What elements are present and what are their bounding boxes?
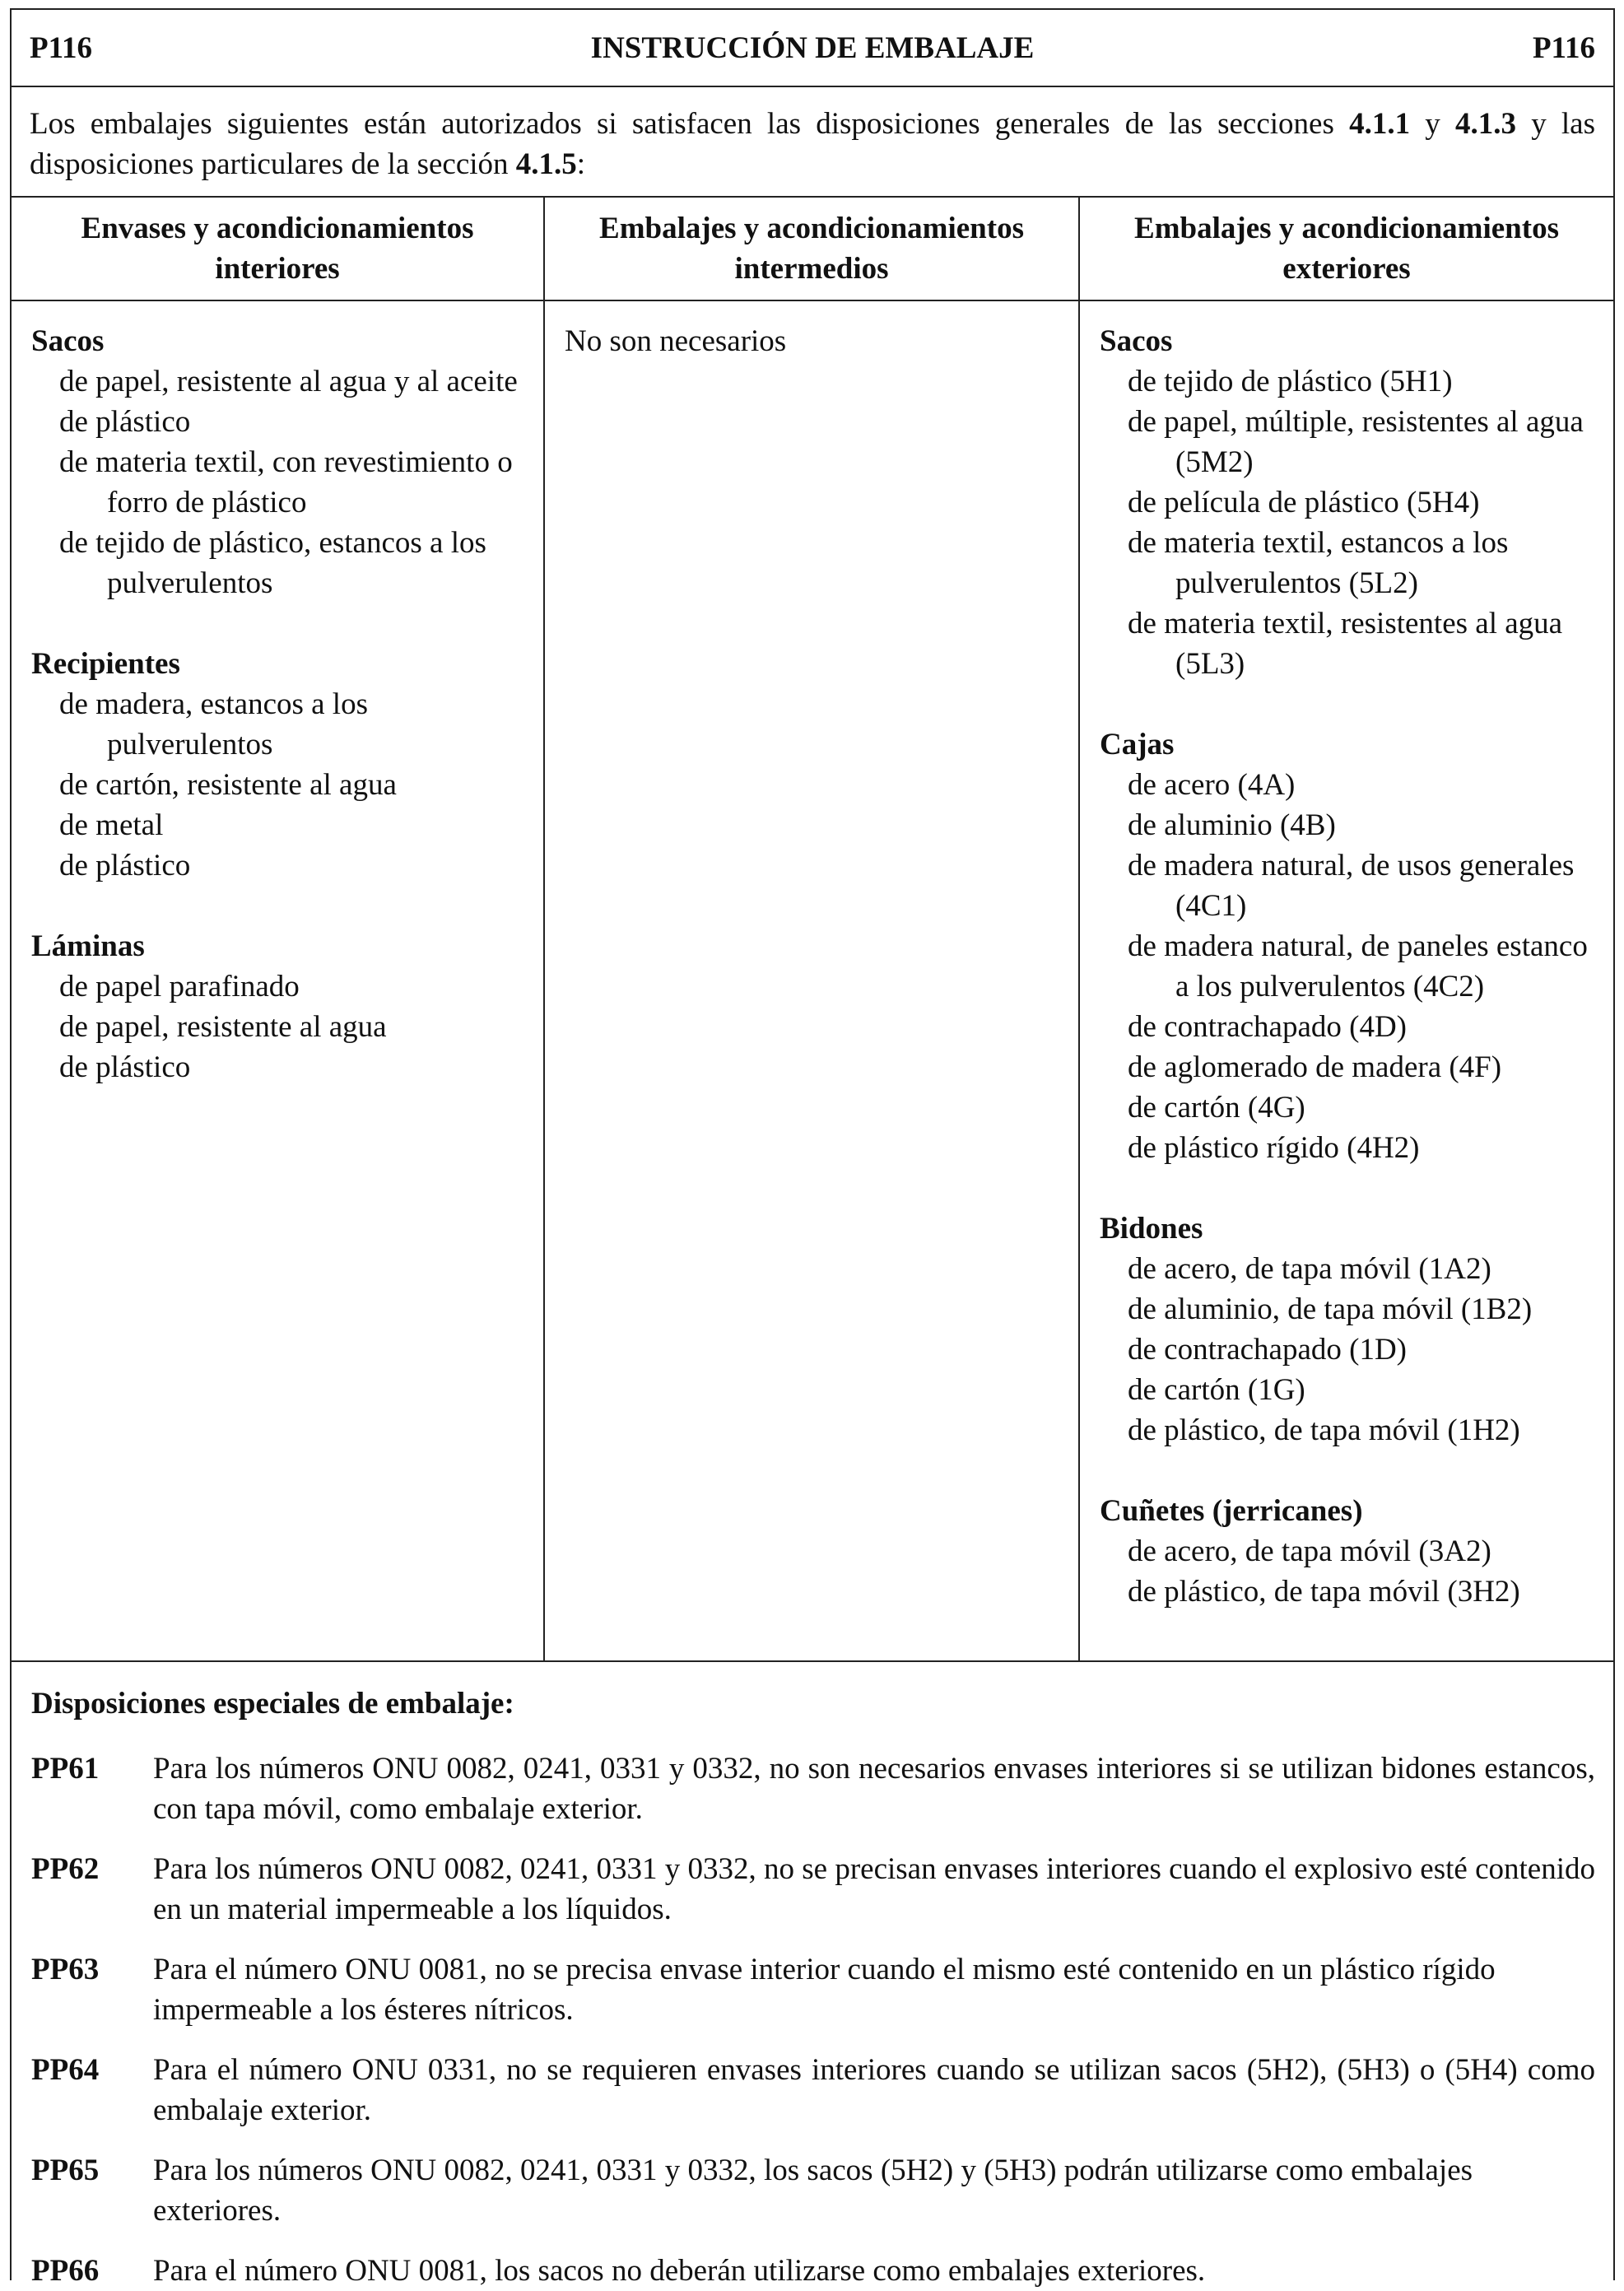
intro-text: y las disposiciones particulares de la sección bbox=[30, 107, 1595, 181]
packaging-group bbox=[1100, 1491, 1598, 1612]
provision-text: Para los números ONU 0082, 0241, 0331 y 0332, no se precisan envases interiores cuando el explosivo esté contenido en un material impermeable a los líquidos. bbox=[153, 1852, 1595, 1926]
group-title: Sacos bbox=[31, 324, 105, 358]
instruction-title: INSTRUCCIÓN DE EMBALAJE bbox=[590, 30, 1035, 65]
packaging-item: de tejido de plástico (5H1) bbox=[1128, 365, 1453, 398]
intermediate-note: No son necesarios bbox=[565, 324, 787, 358]
intro-section-ref: 4.1.5 bbox=[515, 147, 577, 181]
group-title: Cuñetes (jerricanes) bbox=[1100, 1494, 1363, 1528]
provision-code: PP66 bbox=[31, 2254, 100, 2288]
packaging-columns bbox=[12, 198, 1613, 1662]
packaging-item: de cartón, resistente al agua bbox=[59, 768, 397, 802]
packaging-item: de materia textil, estancos a los pulverulentos (5L2) bbox=[1128, 526, 1509, 600]
instruction-code-right: P116 bbox=[1532, 30, 1595, 65]
instruction-code-left: P116 bbox=[30, 30, 93, 65]
packing-instruction-table bbox=[10, 8, 1615, 2288]
packaging-item: de aluminio (4B) bbox=[1128, 808, 1336, 842]
provision-code: PP61 bbox=[31, 1752, 100, 1786]
packaging-group bbox=[1100, 321, 1598, 684]
group-title: Láminas bbox=[31, 929, 145, 963]
packaging-item: de plástico bbox=[59, 405, 191, 439]
packaging-item: de acero, de tapa móvil (1A2) bbox=[1128, 1252, 1491, 1286]
inner-column-heading: Envases y acondicionamientos interiores bbox=[12, 198, 545, 301]
provision-row bbox=[31, 1749, 1595, 1829]
packaging-item: de acero, de tapa móvil (3A2) bbox=[1128, 1534, 1491, 1568]
provision-text: Para el número ONU 0331, no se requieren envases interiores cuando se utilizan sacos (5H2), (5H3) o (5H4) como embalaje exterior. bbox=[153, 2053, 1595, 2127]
packaging-item: de papel, resistente al agua bbox=[59, 1010, 387, 1044]
provision-code: PP63 bbox=[31, 1953, 100, 1986]
intermediate-column-body bbox=[545, 301, 1080, 1662]
provision-text: Para los números ONU 0082, 0241, 0331 y 0332, los sacos (5H2) y (5H3) podrán utilizarse como embalajes exteriores. bbox=[153, 2154, 1473, 2228]
provision-code: PP64 bbox=[31, 2053, 100, 2087]
packaging-group bbox=[31, 321, 528, 603]
packaging-item: de papel parafinado bbox=[59, 970, 300, 1003]
provision-text: Para el número ONU 0081, los sacos no deberán utilizarse como embalajes exteriores. bbox=[153, 2254, 1206, 2288]
group-title: Recipientes bbox=[31, 647, 180, 681]
packaging-group bbox=[31, 926, 528, 1087]
packaging-item: de aglomerado de madera (4F) bbox=[1128, 1050, 1502, 1084]
group-title: Cajas bbox=[1100, 728, 1175, 761]
special-provisions-title: Disposiciones especiales de embalaje: bbox=[31, 1687, 514, 1721]
packaging-item: de papel, múltiple, resistentes al agua (5M2) bbox=[1128, 405, 1584, 479]
outer-column-heading: Embalajes y acondicionamientos exteriores bbox=[1080, 198, 1613, 301]
intermediate-column-heading: Embalajes y acondicionamientos intermedios bbox=[545, 198, 1080, 301]
packaging-item: de plástico rígido (4H2) bbox=[1128, 1131, 1420, 1165]
provision-code: PP65 bbox=[31, 2154, 100, 2187]
intro-text: Los embalajes siguientes están autorizados si satisfacen las disposiciones generales de las secciones bbox=[30, 107, 1350, 141]
packaging-group bbox=[1100, 1208, 1598, 1451]
packaging-item: de aluminio, de tapa móvil (1B2) bbox=[1128, 1292, 1533, 1326]
packaging-item: de madera natural, de paneles estanco a los pulverulentos (4C2) bbox=[1128, 929, 1588, 1003]
provision-code: PP62 bbox=[31, 1852, 100, 1886]
intro-paragraph bbox=[12, 87, 1613, 198]
packaging-group bbox=[31, 644, 528, 886]
packaging-item: de cartón (4G) bbox=[1128, 1091, 1305, 1125]
provision-row bbox=[31, 2050, 1595, 2130]
packaging-item: de contrachapado (1D) bbox=[1128, 1333, 1407, 1367]
packaging-item: de madera, estancos a los pulverulentos bbox=[59, 687, 368, 761]
provision-text: Para los números ONU 0082, 0241, 0331 y 0332, no son necesarios envases interiores si se utilizan bidones estancos, con tapa móvil, como embalaje exterior. bbox=[153, 1752, 1595, 1826]
instruction-header bbox=[12, 10, 1613, 87]
packaging-item: de película de plástico (5H4) bbox=[1128, 486, 1480, 519]
provision-row bbox=[31, 1849, 1595, 1930]
provision-text: Para el número ONU 0081, no se precisa envase interior cuando el mismo esté contenido en un plástico rígido impermeable a los ésteres nítricos. bbox=[153, 1953, 1496, 2027]
intro-section-ref: 4.1.1 bbox=[1349, 107, 1411, 141]
inner-column-body bbox=[12, 301, 545, 1662]
packaging-item: de tejido de plástico, estancos a los pulverulentos bbox=[59, 526, 486, 600]
packaging-item: de materia textil, con revestimiento o forro de plástico bbox=[59, 445, 513, 519]
packaging-item: de plástico, de tapa móvil (1H2) bbox=[1128, 1413, 1520, 1447]
intro-text: y bbox=[1410, 107, 1455, 141]
packaging-item: de contrachapado (4D) bbox=[1128, 1010, 1407, 1044]
packaging-item: de metal bbox=[59, 808, 164, 842]
packaging-item: de materia textil, resistentes al agua (5L3) bbox=[1128, 607, 1563, 681]
provision-row bbox=[31, 2150, 1595, 2231]
group-title: Sacos bbox=[1100, 324, 1173, 358]
packaging-item: de plástico bbox=[59, 1050, 191, 1084]
packaging-group bbox=[1100, 724, 1598, 1168]
provision-row bbox=[31, 1949, 1595, 2030]
provision-list bbox=[31, 1749, 1595, 2291]
packaging-item: de plástico bbox=[59, 849, 191, 882]
group-title: Bidones bbox=[1100, 1212, 1203, 1246]
packaging-item: de madera natural, de usos generales (4C1) bbox=[1128, 849, 1575, 923]
packaging-item: de plástico, de tapa móvil (3H2) bbox=[1128, 1575, 1520, 1609]
intro-section-ref: 4.1.3 bbox=[1455, 107, 1516, 141]
intro-text: : bbox=[576, 147, 586, 181]
packaging-item: de acero (4A) bbox=[1128, 768, 1296, 802]
packaging-item: de cartón (1G) bbox=[1128, 1373, 1305, 1407]
packaging-item: de papel, resistente al agua y al aceite bbox=[59, 365, 518, 398]
outer-column-body bbox=[1080, 301, 1613, 1662]
special-provisions bbox=[12, 1662, 1613, 2291]
